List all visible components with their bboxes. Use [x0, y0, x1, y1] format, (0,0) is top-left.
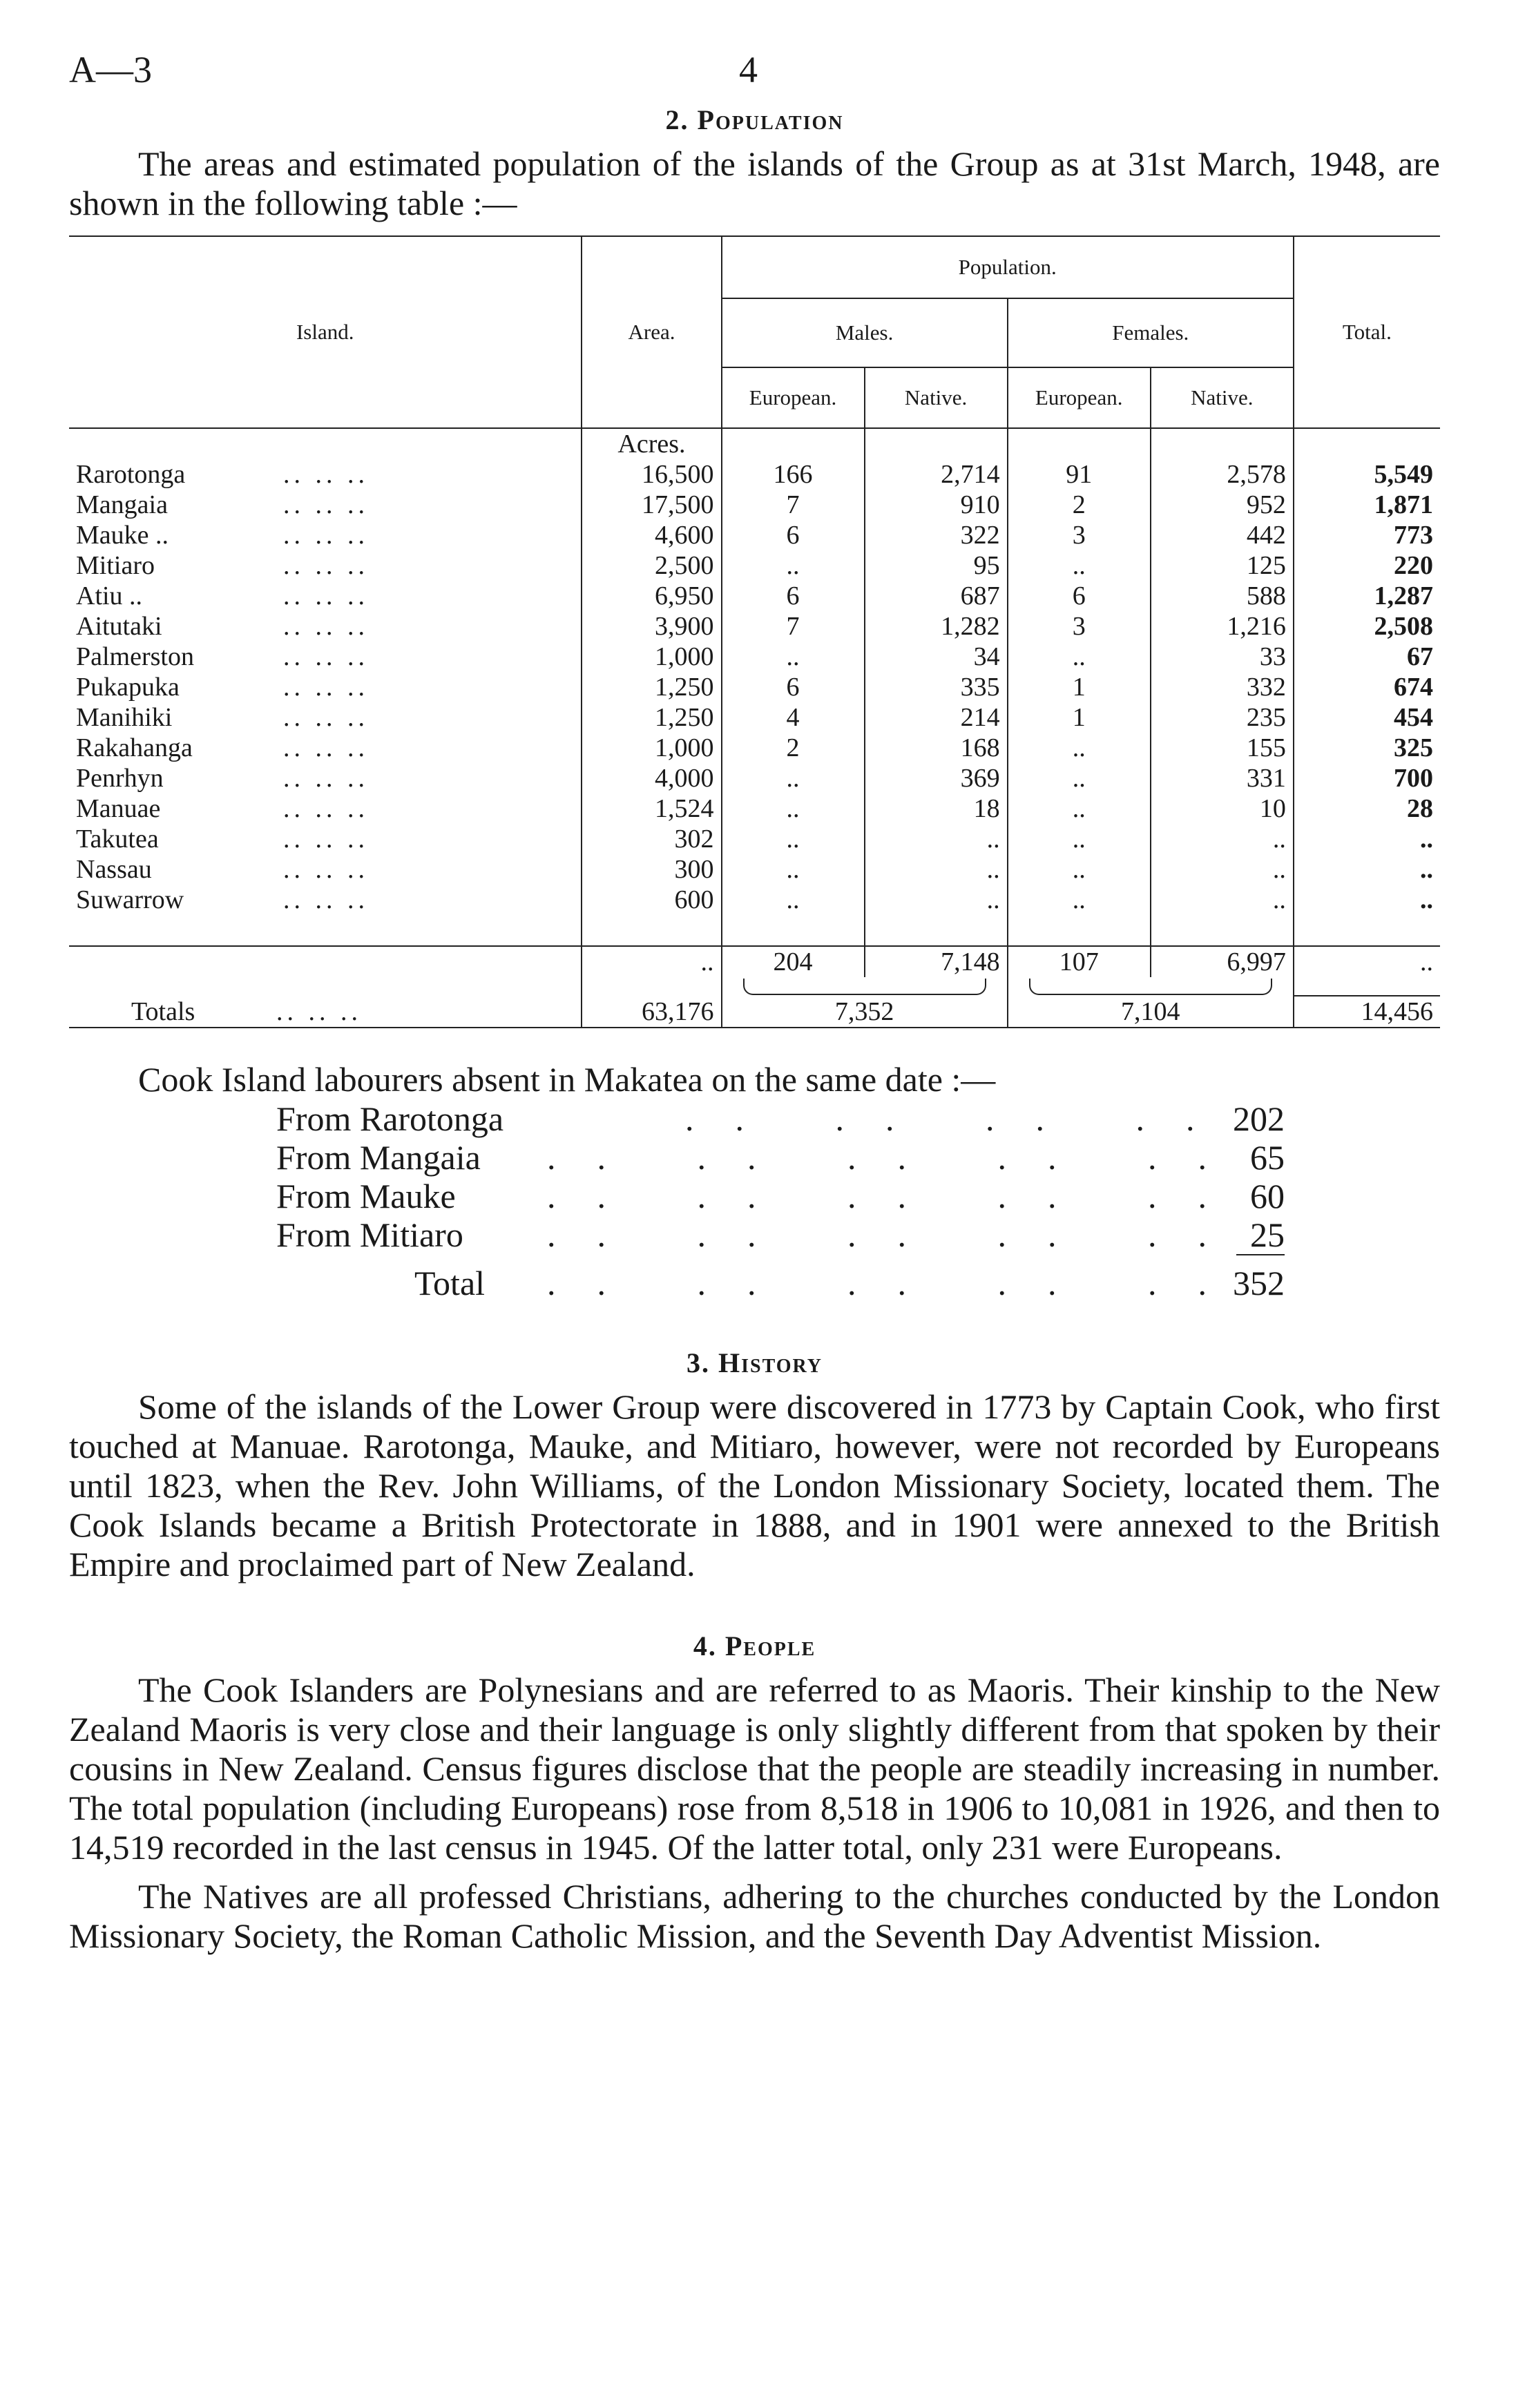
area-cell: 302	[582, 824, 721, 854]
m-eu-cell: 4	[722, 702, 865, 733]
island-name: Takutea	[76, 825, 159, 854]
total-cell: ..	[1294, 824, 1440, 854]
leader-dots: .. .. ..	[283, 490, 369, 519]
area-cell: 6,950	[582, 581, 721, 611]
area-cell: 4,600	[582, 520, 721, 550]
f-eu-cell: 1	[1008, 672, 1151, 702]
f-eu-cell: ..	[1008, 885, 1151, 915]
island-name: Rarotonga	[76, 460, 186, 489]
m-na-cell: 18	[865, 793, 1008, 824]
island-name: Nassau	[76, 855, 152, 884]
area-cell: 17,500	[582, 490, 721, 520]
people-paragraph-2: The Natives are all professed Christians, adhering to the churches conducted by the London Missionary Society, the Roman Catholic Mission, and the Seventh Day Adventist Mission.	[69, 1877, 1440, 1955]
labourers-value: 60	[1250, 1177, 1285, 1215]
labourers-list	[69, 1099, 1440, 1254]
page-header	[69, 48, 1440, 104]
leader-dots: .. .. ..	[283, 825, 369, 854]
leader-dots: .. .. ..	[283, 673, 369, 702]
m-eu-cell: 6	[722, 672, 865, 702]
leader-dots: .. .. ..	[283, 581, 369, 610]
m-eu-cell: ..	[722, 550, 865, 581]
table-row	[69, 581, 1440, 611]
m-eu-cell: ..	[722, 885, 865, 915]
labourers-dots: .. .. .. .. ..	[547, 1215, 1248, 1254]
island-name: Manuae	[76, 794, 161, 823]
island-cell	[69, 459, 582, 490]
island-cell	[69, 642, 582, 672]
f-eu-cell: ..	[1008, 854, 1151, 885]
table-row	[69, 520, 1440, 550]
subtotal-total: ..	[1294, 946, 1440, 977]
table-row	[69, 611, 1440, 642]
area-cell: 1,000	[582, 733, 721, 763]
f-na-cell: ..	[1151, 885, 1294, 915]
m-eu-cell: 7	[722, 611, 865, 642]
history-heading: 3. History	[687, 1347, 823, 1378]
island-name: Mangaia	[76, 490, 168, 519]
f-eu-cell: ..	[1008, 642, 1151, 672]
col-header-female-native: Native.	[1151, 367, 1294, 428]
island-name: Rakahanga	[76, 733, 193, 762]
col-header-area: Area.	[582, 236, 721, 428]
m-na-cell: 2,714	[865, 459, 1008, 490]
totals-females: 7,104	[1008, 996, 1294, 1028]
labourers-row	[69, 1177, 1440, 1215]
col-header-male-native: Native.	[865, 367, 1008, 428]
m-na-cell: 910	[865, 490, 1008, 520]
island-cell	[69, 885, 582, 915]
total-cell: 773	[1294, 520, 1440, 550]
history-text: Some of the islands of the Lower Group were discovered in 1773 by Captain Cook, who first touched at Manuae. Rarotonga, Mauke, and Mitiaro, however, were not recorded by Europeans until 1823, when the Rev. John Williams, of the London Missionary Society, located them. The Cook Islands became a British Protectorate in 1888, and in 1901 were annexed to the British Empire and proclaimed part of New Zealand.	[69, 1387, 1440, 1583]
total-cell: ..	[1294, 885, 1440, 915]
labourers-row	[69, 1099, 1440, 1138]
island-name: Palmerston	[76, 642, 194, 671]
totals-label: Totals	[131, 996, 195, 1026]
island-cell	[69, 733, 582, 763]
m-eu-cell: 2	[722, 733, 865, 763]
m-eu-cell: ..	[722, 854, 865, 885]
f-na-cell: 155	[1151, 733, 1294, 763]
labourers-total-rule	[1236, 1254, 1285, 1255]
labourers-total-value: 352	[1233, 1264, 1285, 1302]
labourers-label: From Mauke	[276, 1177, 456, 1215]
m-na-cell: 687	[865, 581, 1008, 611]
f-na-cell: 332	[1151, 672, 1294, 702]
totals-grand: 14,456	[1294, 996, 1440, 1028]
col-header-island: Island.	[69, 236, 582, 428]
f-eu-cell: 91	[1008, 459, 1151, 490]
table-row	[69, 885, 1440, 915]
table-row	[69, 854, 1440, 885]
totals-row	[69, 996, 1440, 1028]
people-paragraph-1: The Cook Islanders are Polynesians and are referred to as Maoris. Their kinship to the New Zealand Maoris is very close and their language is only slightly different from that spoken by their cousins in New Zealand. Census figures disclose that the people are steadily increasing in number. The total population (including Europeans) rose from 8,518 in 1906 to 10,081 in 1926, and then to 14,519 recorded in the last census in 1945. Of the latter total, only 231 were Europeans.	[69, 1670, 1440, 1867]
f-na-cell: ..	[1151, 854, 1294, 885]
area-cell: 1,250	[582, 702, 721, 733]
totals-area: 63,176	[582, 996, 721, 1028]
f-eu-cell: 6	[1008, 581, 1151, 611]
m-eu-cell: ..	[722, 793, 865, 824]
subtotal-m-eu: 204	[722, 946, 865, 977]
m-na-cell: 1,282	[865, 611, 1008, 642]
f-na-cell: 33	[1151, 642, 1294, 672]
females-brace	[1029, 979, 1272, 995]
m-na-cell: ..	[865, 885, 1008, 915]
m-na-cell: 369	[865, 763, 1008, 793]
area-cell: 3,900	[582, 611, 721, 642]
f-eu-cell: ..	[1008, 824, 1151, 854]
m-na-cell: ..	[865, 854, 1008, 885]
f-eu-cell: 3	[1008, 611, 1151, 642]
area-unit: Acres.	[582, 428, 721, 459]
island-cell	[69, 611, 582, 642]
area-cell: 2,500	[582, 550, 721, 581]
m-eu-cell: ..	[722, 642, 865, 672]
total-cell: 1,871	[1294, 490, 1440, 520]
island-cell	[69, 520, 582, 550]
m-eu-cell: 166	[722, 459, 865, 490]
table-row	[69, 763, 1440, 793]
labourers-total-dots: .. .. .. .. ..	[547, 1264, 1248, 1302]
total-cell: 67	[1294, 642, 1440, 672]
total-cell: 325	[1294, 733, 1440, 763]
labourers-dots: .. .. .. ..	[685, 1099, 1236, 1138]
labourers-value: 25	[1250, 1215, 1285, 1254]
total-cell: ..	[1294, 854, 1440, 885]
f-eu-cell: ..	[1008, 733, 1151, 763]
totals-cell	[69, 996, 582, 1028]
island-cell	[69, 490, 582, 520]
labourers-value: 65	[1250, 1138, 1285, 1177]
island-name: Suwarrow	[76, 885, 184, 914]
total-cell: 28	[1294, 793, 1440, 824]
m-na-cell: 214	[865, 702, 1008, 733]
m-na-cell: 34	[865, 642, 1008, 672]
island-name: Atiu ..	[76, 581, 143, 610]
m-na-cell: 335	[865, 672, 1008, 702]
males-brace	[743, 979, 986, 995]
total-cell: 2,508	[1294, 611, 1440, 642]
island-name: Mauke ..	[76, 521, 169, 550]
labourers-dots: .. .. .. .. ..	[547, 1138, 1248, 1177]
f-na-cell: 331	[1151, 763, 1294, 793]
island-cell	[69, 854, 582, 885]
col-header-total: Total.	[1294, 236, 1440, 428]
labourers-row	[69, 1215, 1440, 1254]
total-cell: 220	[1294, 550, 1440, 581]
col-header-female-european: European.	[1008, 367, 1151, 428]
leader-dots: .. .. ..	[283, 885, 369, 914]
subtotal-m-na: 7,148	[865, 946, 1008, 977]
area-cell: 4,000	[582, 763, 721, 793]
island-cell	[69, 763, 582, 793]
document-page	[69, 48, 1440, 1956]
table-row	[69, 733, 1440, 763]
leader-dots: .. .. ..	[283, 612, 369, 641]
island-name: Pukapuka	[76, 673, 180, 702]
leader-dots: .. .. ..	[283, 764, 369, 793]
leader-dots: .. .. ..	[283, 521, 369, 550]
f-na-cell: 588	[1151, 581, 1294, 611]
f-na-cell: 235	[1151, 702, 1294, 733]
population-heading: 2. Population	[665, 104, 844, 135]
f-eu-cell: ..	[1008, 763, 1151, 793]
island-cell	[69, 672, 582, 702]
m-na-cell: 95	[865, 550, 1008, 581]
f-eu-cell: ..	[1008, 793, 1151, 824]
labourers-section	[69, 1060, 1440, 1305]
subtotal-area: ..	[582, 946, 721, 977]
m-eu-cell: 6	[722, 581, 865, 611]
island-name: Penrhyn	[76, 764, 164, 793]
labourers-intro: Cook Island labourers absent in Makatea on the same date :—	[138, 1060, 996, 1099]
table-row	[69, 672, 1440, 702]
f-na-cell: 2,578	[1151, 459, 1294, 490]
f-na-cell: ..	[1151, 824, 1294, 854]
total-cell: 1,287	[1294, 581, 1440, 611]
document-code: A—3	[69, 49, 152, 90]
island-cell	[69, 702, 582, 733]
col-header-males: Males.	[722, 298, 1008, 367]
area-cell: 1,524	[582, 793, 721, 824]
leader-dots: .. .. ..	[283, 460, 369, 489]
f-na-cell: 952	[1151, 490, 1294, 520]
labourers-label: From Rarotonga	[276, 1099, 504, 1138]
labourers-dots: .. .. .. .. ..	[547, 1177, 1248, 1215]
m-na-cell: 322	[865, 520, 1008, 550]
col-header-male-european: European.	[722, 367, 865, 428]
population-table	[69, 235, 1440, 1028]
area-cell: 1,000	[582, 642, 721, 672]
table-row	[69, 642, 1440, 672]
table-row	[69, 550, 1440, 581]
subtotal-f-eu: 107	[1008, 946, 1151, 977]
island-cell	[69, 581, 582, 611]
population-table-body	[69, 428, 1440, 1028]
f-eu-cell: 1	[1008, 702, 1151, 733]
m-eu-cell: ..	[722, 824, 865, 854]
leader-dots: .. .. ..	[276, 996, 362, 1026]
area-cell: 16,500	[582, 459, 721, 490]
m-eu-cell: 7	[722, 490, 865, 520]
island-name: Aitutaki	[76, 612, 162, 641]
population-intro: The areas and estimated population of the islands of the Group as at 31st March, 1948, are shown in the following table :—	[69, 144, 1440, 222]
leader-dots: .. .. ..	[283, 551, 369, 580]
f-na-cell: 10	[1151, 793, 1294, 824]
table-row	[69, 824, 1440, 854]
island-cell	[69, 793, 582, 824]
people-heading: 4. People	[693, 1630, 816, 1661]
page-number: 4	[739, 49, 758, 90]
area-cell: 1,250	[582, 672, 721, 702]
area-cell: 300	[582, 854, 721, 885]
population-table-wrapper	[69, 235, 1440, 1028]
col-header-females: Females.	[1008, 298, 1294, 367]
labourers-label: From Mitiaro	[276, 1215, 463, 1254]
f-na-cell: 442	[1151, 520, 1294, 550]
island-cell	[69, 824, 582, 854]
m-eu-cell: 6	[722, 520, 865, 550]
area-cell: 600	[582, 885, 721, 915]
table-row	[69, 702, 1440, 733]
m-eu-cell: ..	[722, 763, 865, 793]
totals-males: 7,352	[722, 996, 1008, 1028]
f-na-cell: 125	[1151, 550, 1294, 581]
labourers-total-row	[69, 1264, 1440, 1305]
total-cell: 454	[1294, 702, 1440, 733]
table-row	[69, 459, 1440, 490]
leader-dots: .. .. ..	[283, 733, 369, 762]
labourers-total-label: Total	[414, 1264, 486, 1302]
table-row	[69, 490, 1440, 520]
table-row	[69, 793, 1440, 824]
subtotal-f-na: 6,997	[1151, 946, 1294, 977]
island-name: Manihiki	[76, 703, 173, 732]
m-na-cell: 168	[865, 733, 1008, 763]
labourers-value: 202	[1233, 1099, 1285, 1138]
leader-dots: .. .. ..	[283, 703, 369, 732]
f-eu-cell: ..	[1008, 550, 1151, 581]
island-name: Mitiaro	[76, 551, 155, 580]
leader-dots: .. .. ..	[283, 794, 369, 823]
col-header-population: Population.	[722, 236, 1294, 298]
total-cell: 700	[1294, 763, 1440, 793]
total-cell: 674	[1294, 672, 1440, 702]
f-na-cell: 1,216	[1151, 611, 1294, 642]
island-cell	[69, 550, 582, 581]
f-eu-cell: 2	[1008, 490, 1151, 520]
labourers-row	[69, 1138, 1440, 1177]
subtotal-row	[69, 946, 1440, 977]
f-eu-cell: 3	[1008, 520, 1151, 550]
leader-dots: .. .. ..	[283, 642, 369, 671]
m-na-cell: ..	[865, 824, 1008, 854]
leader-dots: .. .. ..	[283, 855, 369, 884]
labourers-label: From Mangaia	[276, 1138, 481, 1177]
total-cell: 5,549	[1294, 459, 1440, 490]
